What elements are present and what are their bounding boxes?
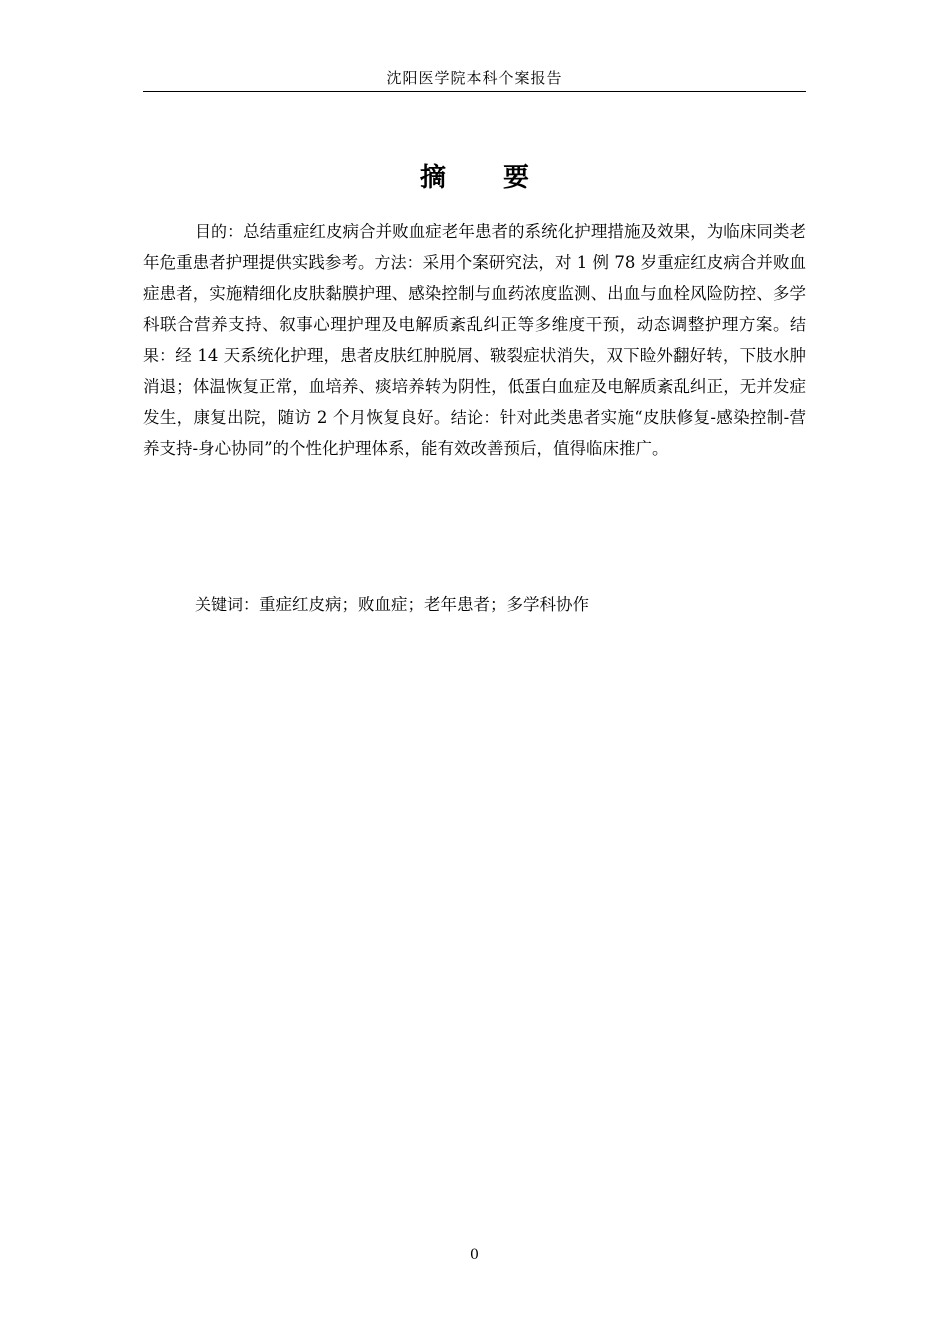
result-label: 结果：: [143, 315, 806, 365]
abstract-body: [143, 216, 806, 464]
objective-label: 目的：: [195, 222, 244, 241]
abstract-title: 摘 要: [419, 163, 554, 193]
header-rule: [143, 91, 806, 92]
running-header: 沈阳医学院本科个案报告: [386, 69, 563, 87]
keywords-label: 关键词：: [195, 595, 260, 614]
conclusion-label: 结论：: [450, 408, 500, 427]
keywords-text: 重症红皮病；败血症；老年患者；多学科协作: [259, 595, 590, 614]
method-text: 采用个案研究法，对 1 例 78 岁重症红皮病合并败血症患者，实施精细化皮肤黏膜护理、感染控制与血药浓度监测、出血与血栓风险防控、多学科联合营养支持、叙事心理护理及电解质紊乱纠正等多维度干预，动态调整护理方案。: [143, 253, 806, 334]
keywords-line: [143, 589, 806, 620]
conclusion-text: 针对此类患者实施“皮肤修复-感染控制-营养支持-身心协同”的个性化护理体系，能有效改善预后，值得临床推广。: [143, 408, 806, 458]
result-text: 经 14 天系统化护理，患者皮肤红肿脱屑、皲裂症状消失，双下睑外翻好转，下肢水肿消退；体温恢复正常，血培养、痰培养转为阴性，低蛋白血症及电解质紊乱纠正，无并发症发生，康复出院，随访 2 个月恢复良好。: [143, 346, 806, 427]
page-number: 0: [470, 1247, 479, 1263]
objective-text: 总结重症红皮病合并败血症老年患者的系统化护理措施及效果，为临床同类老年危重患者护理提供实践参考。: [143, 222, 806, 272]
method-label: 方法：: [374, 253, 423, 272]
